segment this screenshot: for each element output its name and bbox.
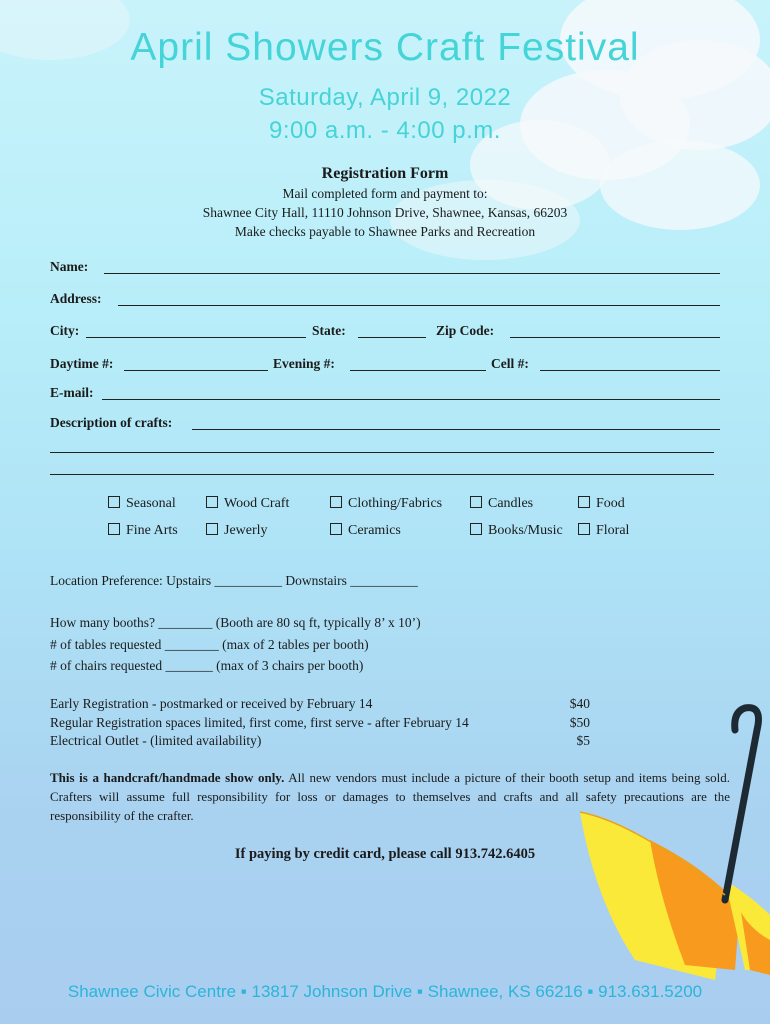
event-date: Saturday, April 9, 2022 bbox=[258, 84, 512, 111]
checkbox-clothing-fabrics[interactable]: Clothing/Fabrics bbox=[330, 496, 442, 512]
fee-label: Early Registration - postmarked or received by February 14 bbox=[50, 696, 373, 711]
checkbox-wood-craft[interactable]: Wood Craft bbox=[206, 496, 289, 512]
description-field[interactable] bbox=[192, 429, 720, 430]
checkbox-seasonal[interactable]: Seasonal bbox=[108, 496, 176, 512]
description-field-line-2[interactable] bbox=[50, 452, 714, 453]
booth-count: How many booths? ________ (Booth are 80 sq ft, typically 8’ x 10’) bbox=[50, 615, 421, 630]
umbrella-illustration bbox=[575, 700, 770, 980]
daytime-phone-label: Daytime #: bbox=[50, 356, 114, 371]
notice-bold: This is a handcraft/handmade show only. bbox=[50, 770, 285, 785]
mail-address: Shawnee City Hall, 11110 Johnson Drive, Shawnee, Kansas, 66203 bbox=[202, 205, 568, 220]
evening-phone-field[interactable] bbox=[350, 370, 486, 371]
email-label: E-mail: bbox=[50, 385, 94, 400]
handcraft-notice bbox=[50, 768, 730, 825]
address-label: Address: bbox=[50, 291, 102, 306]
credit-card-line: If paying by credit card, please call 913.742.6405 bbox=[234, 846, 536, 862]
city-label: City: bbox=[50, 323, 80, 338]
cell-phone-label: Cell #: bbox=[491, 356, 529, 371]
mail-instruction: Mail completed form and payment to: bbox=[282, 186, 488, 201]
cell-phone-field[interactable] bbox=[540, 370, 720, 371]
zip-field[interactable] bbox=[510, 337, 720, 338]
checkbox-ceramics[interactable]: Ceramics bbox=[330, 523, 401, 539]
location-preference: Location Preference: Upstairs __________ Downstairs __________ bbox=[50, 573, 418, 588]
fee-price: $5 bbox=[576, 733, 590, 748]
description-field-line-3[interactable] bbox=[50, 474, 714, 475]
daytime-phone-field[interactable] bbox=[124, 370, 268, 371]
zip-label: Zip Code: bbox=[436, 323, 495, 338]
chairs-requested: # of chairs requested _______ (max of 3 chairs per booth) bbox=[50, 658, 364, 673]
state-field[interactable] bbox=[358, 337, 426, 338]
email-field[interactable] bbox=[102, 399, 720, 400]
checks-payable: Make checks payable to Shawnee Parks and Recreation bbox=[234, 224, 536, 239]
name-field[interactable] bbox=[104, 273, 720, 274]
notice-body: All new vendors must include a picture of their booth setup and items being sold. Crafters will assume full responsibility for loss or damages to themselves and crafts and all safety precautions are the responsibility of the crafter. bbox=[50, 770, 730, 823]
fee-label: Regular Registration spaces limited, first come, first serve - after February 14 bbox=[50, 715, 469, 730]
checkbox-books-music[interactable]: Books/Music bbox=[470, 523, 563, 539]
fee-label: Electrical Outlet - (limited availability) bbox=[50, 733, 262, 748]
checkbox-candles[interactable]: Candles bbox=[470, 496, 533, 512]
checkbox-floral[interactable]: Floral bbox=[578, 523, 629, 539]
checkbox-food[interactable]: Food bbox=[578, 496, 625, 512]
name-label: Name: bbox=[50, 259, 89, 274]
event-title: April Showers Craft Festival bbox=[130, 26, 640, 69]
city-field[interactable] bbox=[86, 337, 306, 338]
address-field[interactable] bbox=[118, 305, 720, 306]
checkbox-jewelry[interactable]: Jewerly bbox=[206, 523, 268, 539]
fee-price: $50 bbox=[569, 715, 590, 730]
form-heading: Registration Form bbox=[321, 165, 449, 182]
description-label: Description of crafts: bbox=[50, 415, 173, 430]
checkbox-fine-arts[interactable]: Fine Arts bbox=[108, 523, 178, 539]
evening-phone-label: Evening #: bbox=[273, 356, 335, 371]
tables-requested: # of tables requested ________ (max of 2 tables per booth) bbox=[50, 637, 369, 652]
footer-contact: Shawnee Civic Centre ▪ 13817 Johnson Drive ▪ Shawnee, KS 66216 ▪ 913.631.5200 bbox=[67, 982, 703, 1001]
event-time: 9:00 a.m. - 4:00 p.m. bbox=[269, 117, 501, 144]
state-label: State: bbox=[312, 323, 346, 338]
fee-price: $40 bbox=[569, 696, 590, 711]
